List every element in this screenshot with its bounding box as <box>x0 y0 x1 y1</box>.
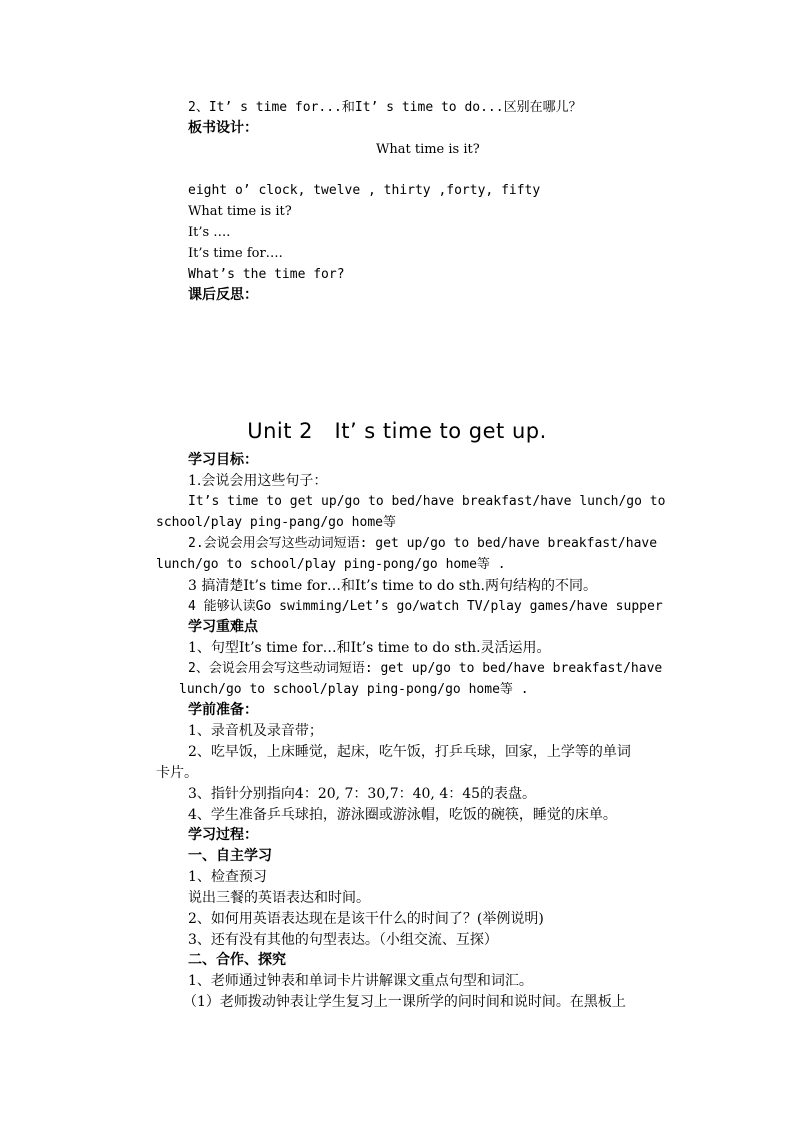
goal-1: 1.会说会用这些句子： <box>188 473 328 489</box>
board-design-heading: 板书设计： <box>188 120 258 136</box>
prep-item-2-cont: 卡片。 <box>156 765 198 781</box>
board-center-line: What time is it? <box>376 142 480 157</box>
goal-2-cont: lunch/go to school/play ping-pong/go home等 . <box>156 557 506 572</box>
prep-item-4: 4、学生准备乒乓球拍，游泳圈或游泳帽，吃饭的碗筷，睡觉的床单。 <box>188 807 617 823</box>
reflection-heading: 课后反思： <box>188 287 258 303</box>
goal-2: 2.会说会用会写这些动词短语: get up/go to bed/have breakfast/have <box>188 536 658 551</box>
section-1-item-1-text: 说出三餐的英语表达和时间。 <box>188 890 370 906</box>
goal-4: 4 能够认读Go swimming/Let’s go/watch TV/play games/have supper <box>188 599 663 614</box>
key-points-heading: 学习重难点 <box>188 619 258 635</box>
goal-3: 3 搞清楚It’s time for…和It’s time to do sth.两句结构的不同。 <box>188 578 597 594</box>
board-line: eight o’ clock, twelve , thirty ,forty, fifty <box>188 183 541 198</box>
section-1-item-3: 3、还有没有其他的句型表达。（小组交流、互探） <box>188 932 498 948</box>
prep-item-3: 3、指针分别指向4：20, 7：30,7：40, 4：45的表盘。 <box>188 786 537 802</box>
key-point-2: 2、会说会用会写这些动词短语: get up/go to bed/have breakfast/have <box>188 661 663 676</box>
key-point-2-cont: lunch/go to school/play ping-pong/go home等 . <box>179 682 529 697</box>
board-line: What time is it? <box>188 204 292 219</box>
section-2-subitem-1: （1）老师拨动钟表让学生复习上一课所学的问时间和说时间。在黑板上 <box>183 994 626 1010</box>
board-line: It’s …. <box>188 225 231 240</box>
key-point-1: 1、句型It’s time for…和It’s time to do sth.灵活运用。 <box>188 640 551 656</box>
section-2-heading: 二、合作、探究 <box>188 952 286 968</box>
preparation-heading: 学前准备： <box>188 702 258 718</box>
board-line: What’s the time for? <box>188 267 345 282</box>
section-2-item-1: 1、老师通过钟表和单词卡片讲解课文重点句型和词汇。 <box>188 973 533 989</box>
process-heading: 学习过程： <box>188 827 258 843</box>
prep-item-1: 1、录音机及录音带； <box>188 723 323 739</box>
unit-title: Unit 2 It’ s time to get up. <box>247 419 547 443</box>
section-1-item-2: 2、如何用英语表达现在是该干什么的时间了？(举例说明) <box>188 911 544 927</box>
goal-1-sentence: It’s time to get up/go to bed/have breakfast/have lunch/go to <box>188 494 666 509</box>
section-1-heading: 一、自主学习 <box>188 848 272 864</box>
goal-1-sentence-cont: school/play ping-pang/go home等 <box>156 515 396 530</box>
board-line: It’s time for…. <box>188 246 283 261</box>
question-2: 2、It’ s time for...和It’ s time to do...区别在哪儿？ <box>188 100 582 115</box>
section-1-item-1: 1、检查预习 <box>188 869 267 885</box>
goals-heading: 学习目标： <box>188 452 258 468</box>
prep-item-2: 2、吃早饭，上床睡觉，起床，吃午饭，打乒乓球，回家，上学等的单词 <box>188 744 631 760</box>
